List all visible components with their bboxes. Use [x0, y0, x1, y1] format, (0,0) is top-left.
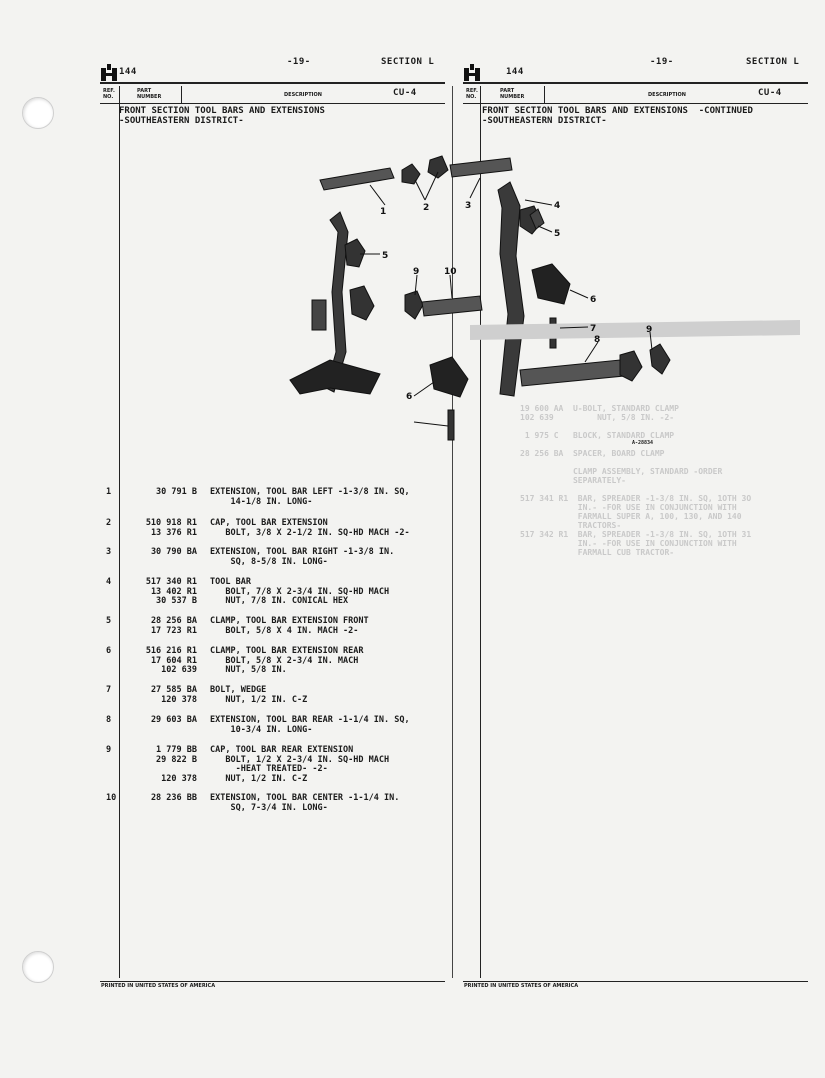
col-ref-header: REF. NO.: [103, 88, 115, 100]
part-description: BOLT, 7/8 X 2-3/4 IN. SQ-HD MACH: [210, 586, 390, 597]
part-description: SQ, 7-3/4 IN. LONG-: [210, 802, 328, 813]
callout-label: 5: [382, 251, 389, 261]
part-number: 13 376 R1: [150, 527, 197, 538]
part-number: 29 603 BA: [150, 715, 197, 725]
callout-label: 9: [646, 325, 653, 335]
header-rule: [100, 82, 445, 84]
ref-number: 5: [106, 616, 112, 626]
exploded-parts-diagram: [180, 150, 800, 450]
part-description: EXTENSION, TOOL BAR RIGHT -1-3/8 IN.: [210, 547, 395, 557]
part-description: NUT, 1/2 IN. C-Z: [210, 694, 308, 705]
ref-number: 9: [106, 745, 112, 755]
print-notice: PRINTED IN UNITED STATES OF AMERICA: [464, 983, 579, 989]
part-description: EXTENSION, TOOL BAR REAR -1-1/4 IN. SQ,: [210, 715, 410, 725]
col-desc-header: DESCRIPTION: [648, 92, 686, 98]
part-description: -HEAT TREATED- -2-: [210, 764, 328, 774]
figure-code: A-28834: [632, 440, 654, 446]
part-description: NUT, 1/2 IN. C-Z: [210, 773, 308, 784]
col-ref-header: REF. NO.: [466, 88, 478, 100]
part-description: NUT, 5/8 IN.: [210, 665, 287, 675]
part-number: 27 585 BA: [150, 685, 197, 695]
header-rule-bottom: [100, 103, 445, 104]
callout-label: 2: [423, 203, 430, 213]
part-description: CLAMP, TOOL BAR EXTENSION REAR: [210, 646, 364, 656]
part-number: 30 790 BA: [150, 547, 197, 557]
catalog-code: CU-4: [758, 88, 782, 98]
part-description: SQ, 8-5/8 IN. LONG-: [210, 556, 328, 567]
page-number: -19-: [650, 57, 674, 67]
ref-number: 8: [106, 715, 112, 725]
callout-label: 4: [554, 201, 561, 211]
section-title: FRONT SECTION TOOL BARS AND EXTENSIONS -SOUTHEASTERN DISTRICT-: [119, 106, 325, 126]
ih-logo-icon: [464, 64, 480, 81]
header-rule: [463, 82, 808, 84]
callout-label: 7: [590, 324, 597, 334]
part-number: 516 216 R1: [145, 646, 197, 656]
callout-label: 6: [406, 392, 413, 402]
callout-label: 6: [590, 295, 597, 305]
callout-label: 1: [380, 207, 387, 217]
part-description: TOOL BAR: [210, 577, 251, 587]
part-description: EXTENSION, TOOL BAR CENTER -1-1/4 IN.: [210, 793, 400, 803]
part-number: 30 537 B: [156, 596, 197, 606]
part-number: 17 723 R1: [150, 625, 197, 636]
column-rule: [119, 86, 120, 978]
part-number: 120 378: [161, 773, 197, 784]
column-rule: [181, 86, 182, 104]
part-description: CAP, TOOL BAR EXTENSION: [210, 518, 328, 528]
ref-number: 2: [106, 518, 112, 528]
section-label: SECTION L: [746, 57, 800, 67]
part-number: 17 604 R1: [150, 655, 197, 666]
catalog-code: CU-4: [393, 88, 417, 98]
section-number: 144: [506, 67, 524, 77]
section-label: SECTION L: [381, 57, 435, 67]
section-number: 144: [119, 67, 137, 77]
part-description: BOLT, 1/2 X 2-3/4 IN. SQ-HD MACH: [210, 754, 390, 765]
col-part-header: PART NUMBER: [137, 88, 162, 100]
part-description: CAP, TOOL BAR REAR EXTENSION: [210, 745, 354, 755]
part-number: 517 340 R1: [145, 577, 197, 587]
page-number: -19-: [287, 57, 311, 67]
col-part-header: PART NUMBER: [500, 88, 525, 100]
ih-logo-icon: [101, 64, 117, 81]
part-number: 120 378: [161, 694, 197, 705]
part-description: BOLT, WEDGE: [210, 685, 267, 695]
ref-number: 6: [106, 646, 112, 656]
ref-number: 3: [106, 547, 112, 557]
ref-number: 4: [106, 577, 112, 587]
part-number: 510 918 R1: [145, 518, 197, 528]
callout-label: 10: [444, 267, 457, 277]
part-description: BOLT, 5/8 X 2-3/4 IN. MACH: [210, 655, 359, 666]
part-number: 28 256 BA: [150, 616, 197, 626]
callout-label: 8: [594, 335, 601, 345]
ref-number: 10: [106, 793, 117, 803]
binder-hole-top: [22, 97, 54, 129]
footer-rule: [463, 981, 808, 982]
col-desc-header: DESCRIPTION: [284, 92, 322, 98]
column-rule: [544, 86, 545, 104]
callout-label: 3: [465, 201, 472, 211]
part-number: 28 236 BB: [150, 793, 197, 803]
part-number: 29 822 B: [156, 754, 197, 765]
ref-number: 7: [106, 685, 112, 695]
part-number: 30 791 B: [156, 487, 197, 497]
part-description: NUT, 7/8 IN. CONICAL HEX: [210, 596, 349, 606]
binder-hole-bottom: [22, 951, 54, 983]
header-rule-bottom: [463, 103, 808, 104]
callout-label: 9: [413, 267, 420, 277]
print-notice: PRINTED IN UNITED STATES OF AMERICA: [101, 983, 216, 989]
part-description: EXTENSION, TOOL BAR LEFT -1-3/8 IN. SQ,: [210, 487, 410, 497]
part-description: BOLT, 5/8 X 4 IN. MACH -2-: [210, 625, 359, 636]
part-description: 10-3/4 IN. LONG-: [210, 724, 313, 735]
part-description: 14-1/8 IN. LONG-: [210, 496, 313, 507]
part-description: CLAMP, TOOL BAR EXTENSION FRONT: [210, 616, 369, 626]
callout-label: 5: [554, 229, 561, 239]
part-number: 1 779 BB: [156, 745, 197, 755]
bleed-through-text: 19 600 AA U-BOLT, STANDARD CLAMP 102 639 NUT, 5/8 IN. -2- 1 975 C BLOCK, STANDARD CLAMP 28 256 BA SPACER, BOARD CLAMP CLAMP ASSEMBLY, STANDARD -ORDER SEPARATELY- 517 341 R1 BAR, SPREADER -1-3/8 IN. SQ, 1OTH 3O IN.- -FOR USE IN CONJUNCTION WITH FARMALL SUPER A, 100, 130, AND 140 TRACTORS- 517 342 R1 BAR, SPREADER -1-3/8 IN. SQ, 1OTH 31 IN.- -FOR USE IN CONJUNCTION WITH FARMALL CUB TRACTOR-: [520, 404, 752, 557]
part-number: 13 402 R1: [150, 586, 197, 597]
part-description: BOLT, 3/8 X 2-1/2 IN. SQ-HD MACH -2-: [210, 527, 410, 538]
part-number: 102 639: [161, 665, 197, 675]
ref-number: 1: [106, 487, 112, 497]
section-title-continued: FRONT SECTION TOOL BARS AND EXTENSIONS -CONTINUED -SOUTHEASTERN DISTRICT-: [482, 106, 753, 126]
footer-rule: [100, 981, 445, 982]
